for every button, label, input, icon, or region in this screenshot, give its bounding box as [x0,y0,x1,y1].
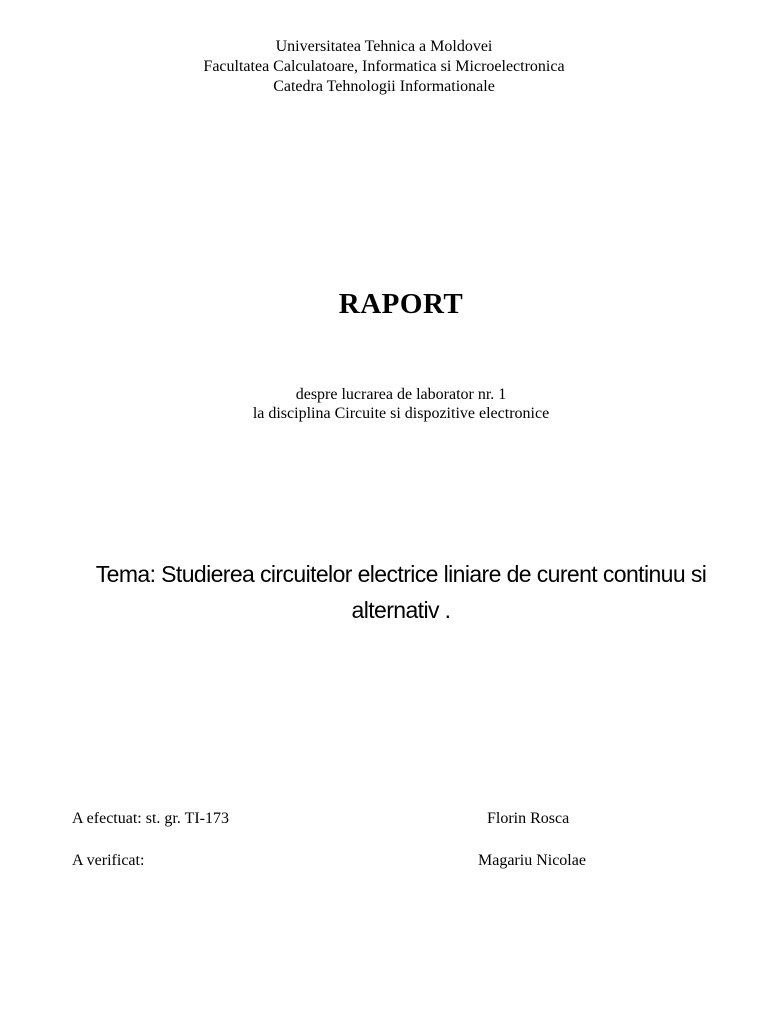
institution-header [0,37,768,97]
faculty-name: Facultatea Calculatoare, Informatica si Microelectronica [203,58,565,75]
verified-by-row [0,850,768,872]
verified-by-label: A verificat: [72,852,145,869]
performed-by-row [0,808,768,830]
department-name: Catedra Tehnologii Informationale [273,78,495,95]
performed-by-name: Florin Rosca [487,810,570,827]
report-title: RAPORT [338,288,464,320]
verified-by-name: Magariu Nicolae [478,852,586,869]
report-subtitle [0,385,768,423]
lab-work-line: despre lucrarea de laborator nr. 1 [295,386,507,403]
topic-line-1: Tema: Studierea circuitelor electrice liniare de curent continuu si [95,561,707,587]
performed-by-label: A efectuat: st. gr. TI-173 [72,810,229,827]
discipline-line: la disciplina Circuite si dispozitive electronice [252,405,550,422]
topic-line-2: alternativ . [351,597,451,623]
report-topic [0,556,768,628]
university-name: Universitatea Tehnica a Moldovei [275,38,493,55]
